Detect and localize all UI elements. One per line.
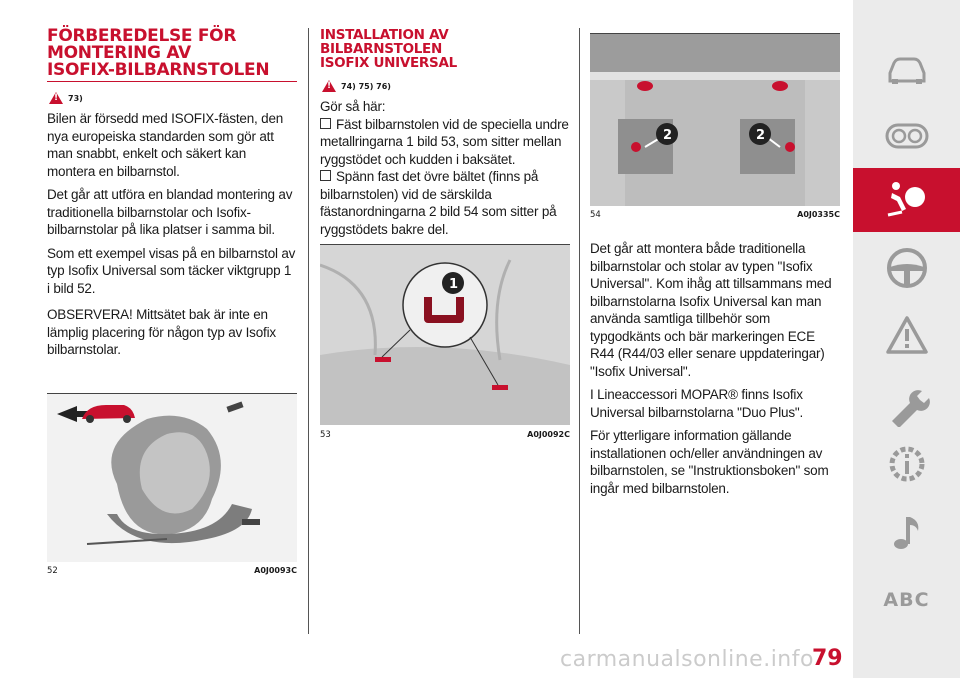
column-divider (308, 28, 309, 634)
column-1 (47, 28, 297, 365)
figure-53-isofix-rings (320, 244, 570, 425)
figure-52-child-seat (47, 393, 297, 562)
bullet-text: Fäst bilbarnstolen vid de speciella undre metallringarna 1 bild 53, som sitter mellan ryggstödet och kudden i baksätet. (320, 116, 569, 167)
column-3 (590, 240, 840, 503)
sidebar-item-safety[interactable] (853, 168, 960, 232)
figure-number: 52 (47, 566, 58, 576)
figure-number: 53 (320, 430, 331, 440)
paragraph: Bilen är försedd med ISOFIX-fästen, den nya europeiska standarden som gör att man snabbt, enkelt och säkert kan montera en bilbarnstol. (47, 111, 284, 179)
warning-reference (322, 80, 570, 92)
heading-line: FÖRBEREDELSE FÖR (47, 26, 237, 46)
sidebar-item-index[interactable] (853, 568, 960, 632)
paragraph: Det går att utföra en blandad montering av traditionella bilbarnstolar och Isofix-bilbarnstolar på lika platser i samma bil. (47, 187, 293, 237)
chapter-sidebar (853, 0, 960, 678)
watermark-text: carmanualsonline.info (560, 647, 814, 672)
page-number: 79 (812, 646, 843, 671)
intro-text: Gör så här: (320, 99, 386, 114)
sidebar-item-dashboard[interactable] (853, 104, 960, 168)
heading-rule (47, 81, 297, 82)
steering-wheel-icon (884, 245, 930, 291)
dashboard-gauges-icon (884, 113, 930, 159)
callout-2-right: 2 (756, 128, 766, 143)
sidebar-item-maintenance[interactable] (853, 372, 960, 436)
warning-ref-text: 74) 75) 76) (341, 81, 391, 91)
figure-number: 54 (590, 210, 601, 220)
figure-53-caption (320, 430, 570, 440)
heading-line: ISOFIX UNIVERSAL (320, 55, 457, 71)
column-2 (320, 28, 570, 238)
figure-54-top-tether-anchors (590, 33, 840, 206)
paragraph: För ytterligare information gällande installationen och/eller användningen av bilbarnstolen, se "Instruktionsboken" som ingår med bilbarnstolen. (590, 428, 829, 496)
heading-line: INSTALLATION AV BILBARNSTOLEN (320, 27, 449, 57)
warning-ref-text: 73) (68, 93, 83, 103)
sidebar-item-starting-driving[interactable] (853, 236, 960, 300)
figure-54-caption (590, 210, 840, 220)
paragraph: Som ett exempel visas på en bilbarnstol av typ Isofix Universal som täcker viktgrupp 1 i bild 52. (47, 245, 296, 296)
bullet-item (320, 168, 570, 238)
bullet-item (320, 116, 570, 169)
section-heading-installation (320, 28, 570, 70)
callout-2-left: 2 (663, 128, 673, 143)
bullet-text: Spänn fast det övre bältet (finns på bilbarnstolen) vid de särskilda fästanordningarna 2 bild 54 som sitter på ryggstödets bakre del. (320, 169, 557, 237)
heading-line: MONTERING AV (47, 43, 191, 63)
paragraph: Det går att montera både traditionella bilbarnstolar och stolar av typen "Isofix Universal". Kom ihåg att tillsammans med bilbarnstolarna Isofix Universal kan man använda samtliga tillbehör som typgodkänts och bär markeringen ECE R44 (R44/03 eller senare uppdateringar) "Isofix Universal". (590, 241, 832, 379)
sidebar-item-technical-data[interactable] (853, 432, 960, 496)
trunk-illustration (590, 34, 840, 206)
wrench-icon (884, 381, 930, 427)
sidebar-item-multimedia[interactable] (853, 500, 960, 564)
figure-code: A0J0092C (527, 430, 570, 439)
seat-illustration (320, 245, 570, 425)
checkbox-bullet-icon (320, 170, 331, 181)
heading-line: ISOFIX-BILBARNSTOLEN (47, 60, 270, 80)
music-note-icon (884, 509, 930, 555)
technical-data-gear-icon (884, 441, 930, 487)
paragraph: OBSERVERA! Mittsätet bak är inte en lämplig placering för någon typ av Isofix bilbarnstolar. (47, 307, 276, 357)
paragraph: I Lineaccessori MOPAR® finns Isofix Universal bilbarnstolarna "Duo Plus". (590, 387, 804, 420)
index-abc-icon: ABC (883, 589, 930, 611)
warning-triangle-icon (322, 80, 336, 92)
callout-1: 1 (449, 277, 459, 292)
warning-triangle-icon (49, 92, 63, 104)
car-icon (884, 45, 930, 91)
warning-reference (49, 92, 297, 104)
sidebar-item-emergency[interactable] (853, 304, 960, 368)
sidebar-item-car[interactable] (853, 36, 960, 100)
figure-code: A0J0093C (254, 566, 297, 575)
warning-triangle-icon (884, 313, 930, 359)
checkbox-bullet-icon (320, 118, 331, 129)
figure-52-caption (47, 566, 297, 576)
child-seat-illustration (47, 394, 297, 562)
figure-code: A0J0335C (797, 210, 840, 219)
airbag-safety-icon (884, 177, 930, 223)
section-heading-preparation (47, 28, 297, 79)
column-divider (579, 28, 580, 634)
